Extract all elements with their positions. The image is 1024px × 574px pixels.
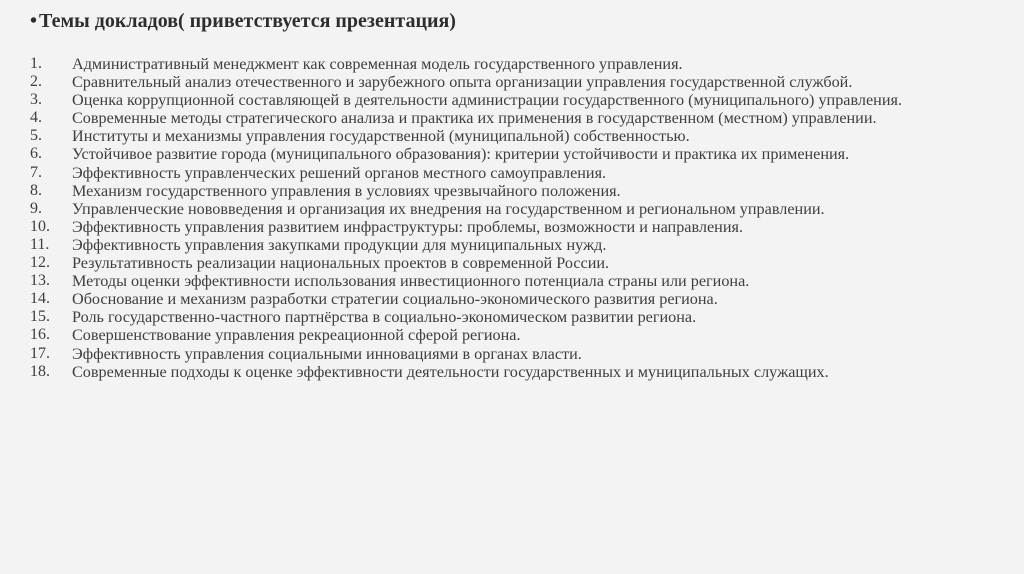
title-bullet: • [30, 10, 38, 32]
topic-number: 7. [30, 163, 42, 181]
topic-text: Устойчивое развитие города (муниципального образования): критерии устойчивости и практика их применения. [72, 145, 850, 164]
topic-item [30, 163, 990, 182]
topic-number: 8. [30, 181, 42, 199]
topic-text: Роль государственно-частного партнёрства в социально-экономическом развитии региона. [72, 308, 697, 327]
topic-number: 16. [30, 326, 50, 344]
topic-number: 4. [30, 109, 42, 127]
topic-number: 1. [30, 55, 42, 72]
topic-number: 6. [30, 145, 42, 163]
slide-title [30, 10, 456, 33]
topic-item [30, 254, 990, 273]
topic-number: 14. [30, 290, 50, 308]
topic-item [30, 109, 990, 128]
topic-number: 13. [30, 272, 50, 290]
topic-text: Совершенствование управления рекреационной сферой региона. [72, 326, 521, 345]
topic-text: Современные методы стратегического анализа и практика их применения в государственном (местном) управлении. [72, 109, 877, 128]
topics-list [30, 55, 990, 384]
topic-text: Методы оценки эффективности использования инвестиционного потенциала страны или региона. [72, 272, 750, 291]
topic-item [30, 308, 990, 327]
topic-number: 3. [30, 91, 42, 109]
topic-item [30, 145, 990, 164]
topic-item [30, 362, 990, 381]
topic-text: Эффективность управления социальными инновациями в органах власти. [72, 344, 582, 363]
topic-text: Эффективность управления развитием инфраструктуры: проблемы, возможности и направления. [72, 217, 744, 236]
topic-item [30, 290, 990, 309]
topic-item [30, 73, 990, 92]
topic-number: 17. [30, 344, 50, 362]
topic-text: Административный менеджмент как современная модель государственного управления. [72, 55, 683, 73]
topic-text: Эффективность управления закупками продукции для муниципальных нужд. [72, 235, 607, 254]
topic-number: 10. [30, 217, 50, 235]
topic-text: Оценка коррупционной составляющей в деятельности администрации государственного (муниципального) управления. [72, 91, 903, 110]
topic-number: 2. [30, 73, 42, 91]
topic-number: 9. [30, 199, 42, 217]
topic-text: Эффективность управленческих решений органов местного самоуправления. [72, 163, 607, 182]
topic-item [30, 217, 990, 236]
topic-item [30, 127, 990, 146]
topic-text: Обоснование и механизм разработки стратегии социально-экономического развития региона. [72, 290, 718, 309]
topic-item [30, 272, 990, 291]
topic-number: 5. [30, 127, 42, 145]
topic-item [30, 199, 990, 218]
topic-item [30, 181, 990, 200]
topic-number: 11. [30, 235, 50, 253]
topic-item [30, 344, 990, 363]
topic-number: 12. [30, 254, 50, 272]
topic-item [30, 55, 990, 73]
topic-text: Результативность реализации национальных проектов в современной России. [72, 254, 610, 273]
slide-title-text: Темы докладов( приветствуется презентация) [39, 10, 456, 32]
topic-text: Институты и механизмы управления государственной (муниципальной) собственностью. [72, 127, 690, 146]
topic-item [30, 91, 990, 110]
topic-text: Механизм государственного управления в условиях чрезвычайного положения. [72, 181, 621, 200]
topic-number: 18. [30, 362, 50, 380]
topic-item [30, 326, 990, 345]
topic-text: Сравнительный анализ отечественного и зарубежного опыта организации управления государственной службой. [72, 73, 853, 92]
topic-text: Современные подходы к оценке эффективности деятельности государственных и муниципальных служащих. [72, 362, 829, 381]
topic-text: Управленческие нововведения и организация их внедрения на государственном и региональном управлении. [72, 199, 825, 218]
topic-item [30, 235, 990, 254]
topic-number: 15. [30, 308, 50, 326]
